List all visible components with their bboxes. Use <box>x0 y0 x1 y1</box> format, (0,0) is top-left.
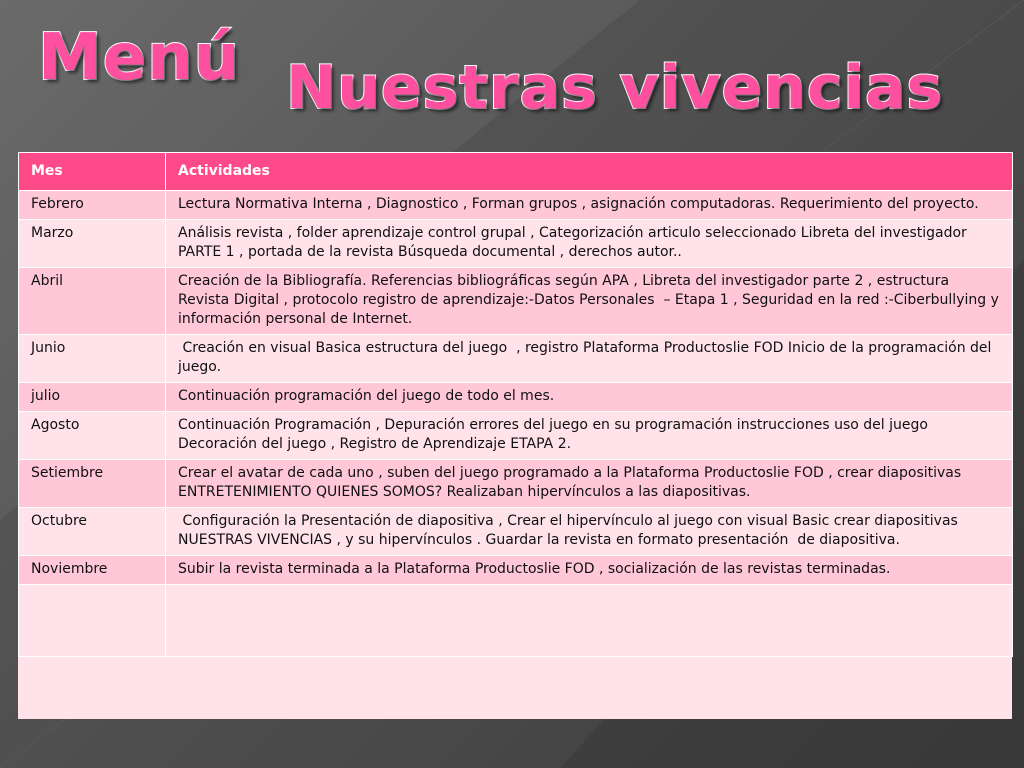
month-cell: Marzo <box>19 220 166 268</box>
table-header-row <box>19 153 1013 191</box>
month-cell: Abril <box>19 268 166 335</box>
table-row <box>19 191 1013 220</box>
menu-title: Menú <box>38 21 241 95</box>
activities-cell: Configuración la Presentación de diapositiva , Crear el hipervínculo al juego con visual Basic crear diapositivas NUESTRAS VIVENCIAS , y su hipervínculos . Guardar la revista en formato presentación de diapositiva. <box>166 508 1013 556</box>
month-cell: Noviembre <box>19 556 166 585</box>
month-cell: Febrero <box>19 191 166 220</box>
table-row <box>19 508 1013 556</box>
table-row <box>19 412 1013 460</box>
activities-cell: Análisis revista , folder aprendizaje control grupal , Categorización articulo seleccionado Libreta del investigador PARTE 1 , portada de la revista Búsqueda documental , derechos autor.. <box>166 220 1013 268</box>
month-cell: julio <box>19 383 166 412</box>
table-row-empty <box>19 585 1013 657</box>
month-cell: Setiembre <box>19 460 166 508</box>
table-row <box>19 268 1013 335</box>
activities-table <box>18 152 1013 657</box>
activities-cell: Continuación programación del juego de todo el mes. <box>166 383 1013 412</box>
activities-cell: Continuación Programación , Depuración errores del juego en su programación instrucciones uso del juego Decoración del juego , Registro de Aprendizaje ETAPA 2. <box>166 412 1013 460</box>
activities-cell: Creación de la Bibliografía. Referencias bibliográficas según APA , Libreta del investigador parte 2 , estructura Revista Digital , protocolo registro de aprendizaje:-Datos Personales – Etapa 1 , Seguridad en la red :-Ciberbullying y información personal de Internet. <box>166 268 1013 335</box>
activities-cell: Creación en visual Basica estructura del juego , registro Plataforma Productoslie FOD Inicio de la programación del juego. <box>166 335 1013 383</box>
table-row <box>19 335 1013 383</box>
header-mes: Mes <box>19 153 166 191</box>
activities-cell: Lectura Normativa Interna , Diagnostico , Forman grupos , asignación computadoras. Requerimiento del proyecto. <box>166 191 1013 220</box>
activities-cell <box>166 585 1013 657</box>
header-actividades: Actividades <box>166 153 1013 191</box>
table-row <box>19 556 1013 585</box>
activities-cell: Crear el avatar de cada uno , suben del juego programado a la Plataforma Productoslie FOD , crear diapositivas ENTRETENIMIENTO QUIENES SOMOS? Realizaban hipervínculos a las diapositivas. <box>166 460 1013 508</box>
table-row <box>19 220 1013 268</box>
activities-table-container <box>18 152 1012 719</box>
month-cell: Octubre <box>19 508 166 556</box>
month-cell: Agosto <box>19 412 166 460</box>
month-cell: Junio <box>19 335 166 383</box>
activities-cell: Subir la revista terminada a la Plataforma Productoslie FOD , socialización de las revistas terminadas. <box>166 556 1013 585</box>
page-title: Nuestras vivencias <box>286 53 944 123</box>
table-row <box>19 383 1013 412</box>
month-cell <box>19 585 166 657</box>
table-row <box>19 460 1013 508</box>
